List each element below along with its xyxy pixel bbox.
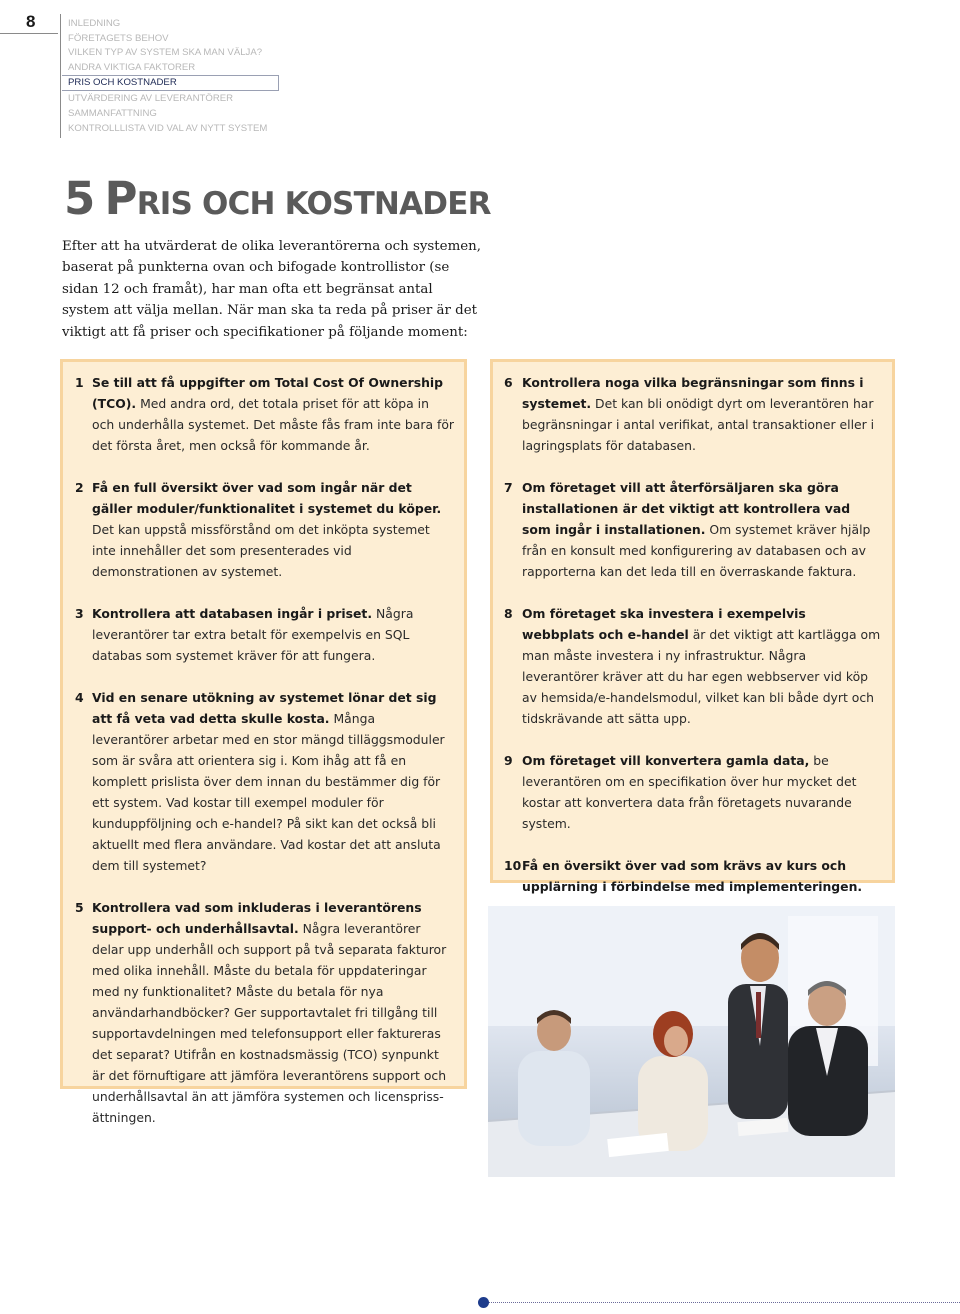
meeting-illustration	[488, 906, 895, 1177]
nav-divider	[60, 14, 61, 138]
item-heading: Kontrollera att databasen ingår i priset.	[92, 606, 373, 621]
item-number: 1	[75, 375, 84, 390]
intro-paragraph: Efter att ha utvärderat de olika leverantörerna och systemen, baserat på punkterna ovan och bifogade kontrollistor (se sidan 12 och framåt), har man ofta ett begränsat antal system att välja mellan. När man ska ta reda på priser är det viktigt att få priser och specifikationer på följande moment:	[62, 239, 482, 340]
item-text	[92, 477, 454, 582]
item-text	[522, 603, 882, 729]
footer-dotted-rule	[489, 1302, 960, 1303]
item-body: Om systemet kräver hjälp från en konsult med konfigurering av databasen och av rapporterna kan det leda till en överraskande faktura.	[522, 522, 871, 579]
list-item	[75, 897, 454, 1128]
nav-item-foretagets-behov[interactable]: FÖRETAGETS BEHOV	[68, 32, 169, 44]
checklist-right	[490, 359, 895, 894]
footer-dot	[478, 1297, 489, 1308]
item-text	[92, 897, 454, 1128]
item-text	[92, 372, 454, 456]
item-body: Med andra ord, det totala priset för att köpa in och underhålla systemet. Det måste fås fram inte bara för det första året, men också för kommande år.	[92, 396, 455, 453]
list-item	[75, 603, 454, 666]
item-text	[522, 477, 882, 582]
list-item	[75, 477, 454, 582]
title-rest: RIS OCH KOSTNADER	[136, 186, 491, 222]
item-heading: Om företaget vill konvertera gamla data,	[522, 753, 810, 768]
item-number: 10	[504, 858, 522, 873]
item-heading: Om företaget vill att återförsäljaren ska göra installationen är det viktigt att kontrollera vad som ingår i installationen.	[522, 480, 851, 537]
item-text	[92, 687, 454, 876]
item-number: 9	[504, 753, 513, 768]
nav-item-vilken-typ[interactable]: VILKEN TYP AV SYSTEM SKA MAN VÄLJA?	[68, 47, 263, 59]
item-text	[522, 372, 882, 456]
header-rule	[0, 33, 58, 34]
nav-item-utvardering[interactable]: UTVÄRDERING AV LEVERANTÖRER	[68, 93, 234, 105]
list-item	[504, 750, 882, 834]
nav-item-pris-och-kostnader[interactable]: PRIS OCH KOSTNADER	[62, 75, 279, 91]
meeting-photo	[488, 906, 895, 1177]
item-number: 2	[75, 480, 84, 495]
list-item	[504, 477, 882, 582]
item-body: är det viktigt att kartlägga om man måste investera i ny infrastruktur. Några leverantörer kräver att du har egen webbserver vid köp av hemsida/e-handelsmodul, vilket kan bli både dyrt och tidskrävande att sätta upp.	[522, 627, 881, 726]
item-number: 4	[75, 690, 84, 705]
item-body: Några leverantörer tar extra betalt för exempelvis en SQL databas som systemet kräver för att fungera.	[92, 606, 414, 663]
list-item	[504, 855, 882, 897]
item-heading: Se till att få uppgifter om Total Cost Of Ownership (TCO).	[92, 375, 444, 411]
page-number: 8	[26, 12, 36, 31]
title-number: 5	[64, 172, 95, 225]
list-item	[504, 372, 882, 456]
nav-item-andra-faktorer[interactable]: ANDRA VIKTIGA FAKTORER	[68, 61, 196, 73]
item-body: Några leverantörer delar upp underhåll och support på två separata fakturor med olika innehåll. Måste du betala för uppdateringar med ny funktionalitet? Måste du betala för nya användarhandböcker? Ger supportavtalet fri tillgång till supportavdelningen med telefonsupport eller faktureras det separat? Utifrån en kostnadsmässig (TCO) synpunkt är det förnuftigare att jämföra leverantörens support och underhållsavtal än att jämföra systemen och licensprissättningen.	[92, 921, 447, 1125]
item-text	[92, 603, 454, 666]
nav-item-sammanfattning[interactable]: SAMMANFATTNING	[68, 107, 157, 119]
item-number: 8	[504, 606, 513, 621]
list-item	[504, 603, 882, 729]
page-title	[64, 172, 491, 225]
checklist-left	[60, 359, 467, 1125]
item-number: 5	[75, 900, 84, 915]
nav-item-kontrollista[interactable]: KONTROLLLISTA VID VAL AV NYTT SYSTEM	[68, 122, 268, 134]
nav-item-inledning[interactable]: INLEDNING	[68, 18, 121, 29]
title-initial: P	[104, 172, 137, 225]
item-number: 7	[504, 480, 513, 495]
item-body: Det kan bli onödigt dyrt om leverantören har begränsningar i antal verifikat, antal transaktioner eller i lagringsplats för databasen.	[522, 396, 875, 453]
item-heading: Kontrollera vad som inkluderas i leverantörens support- och underhållsavtal.	[92, 900, 422, 936]
item-text	[522, 750, 882, 834]
item-heading: Få en översikt över vad som krävs av kurs och upplärning i förbindelse med implementeringen.	[522, 858, 863, 894]
item-heading: Vid en senare utökning av systemet lönar det sig att få veta vad detta skulle kosta.	[92, 690, 437, 726]
item-number: 3	[75, 606, 84, 621]
item-body: be leverantören om en specifikation över hur mycket det kostar att konvertera data från företagets nuvarande system.	[522, 753, 857, 831]
item-heading: Kontrollera noga vilka begränsningar som finns i systemet.	[522, 375, 864, 411]
item-body: Det kan uppstå missförstånd om det inköpta systemet inte innehåller det som presenterades vid demonstrationen av systemet.	[92, 522, 430, 579]
item-heading: Få en full översikt över vad som ingår när det gäller moduler/funktionalitet i systemet du köper.	[92, 480, 442, 516]
section-nav	[62, 17, 282, 136]
list-item	[75, 687, 454, 876]
item-text	[522, 855, 882, 897]
list-item	[75, 372, 454, 456]
item-body: Många leverantörer arbetar med en stor mängd tilläggsmoduler som är svåra att orientera sig i. Kom ihåg att få en komplett prislista över dem innan du bestämmer dig för ett system. Vad kostar till exempel moduler för kunduppföljning och e-handel? På sikt kan det också bli aktuellt med flera användare. Vad kostar det att ansluta dem till systemet?	[92, 711, 445, 873]
item-heading: Om företaget ska investera i exempelvis webbplats och e-handel	[522, 606, 806, 642]
item-number: 6	[504, 375, 513, 390]
